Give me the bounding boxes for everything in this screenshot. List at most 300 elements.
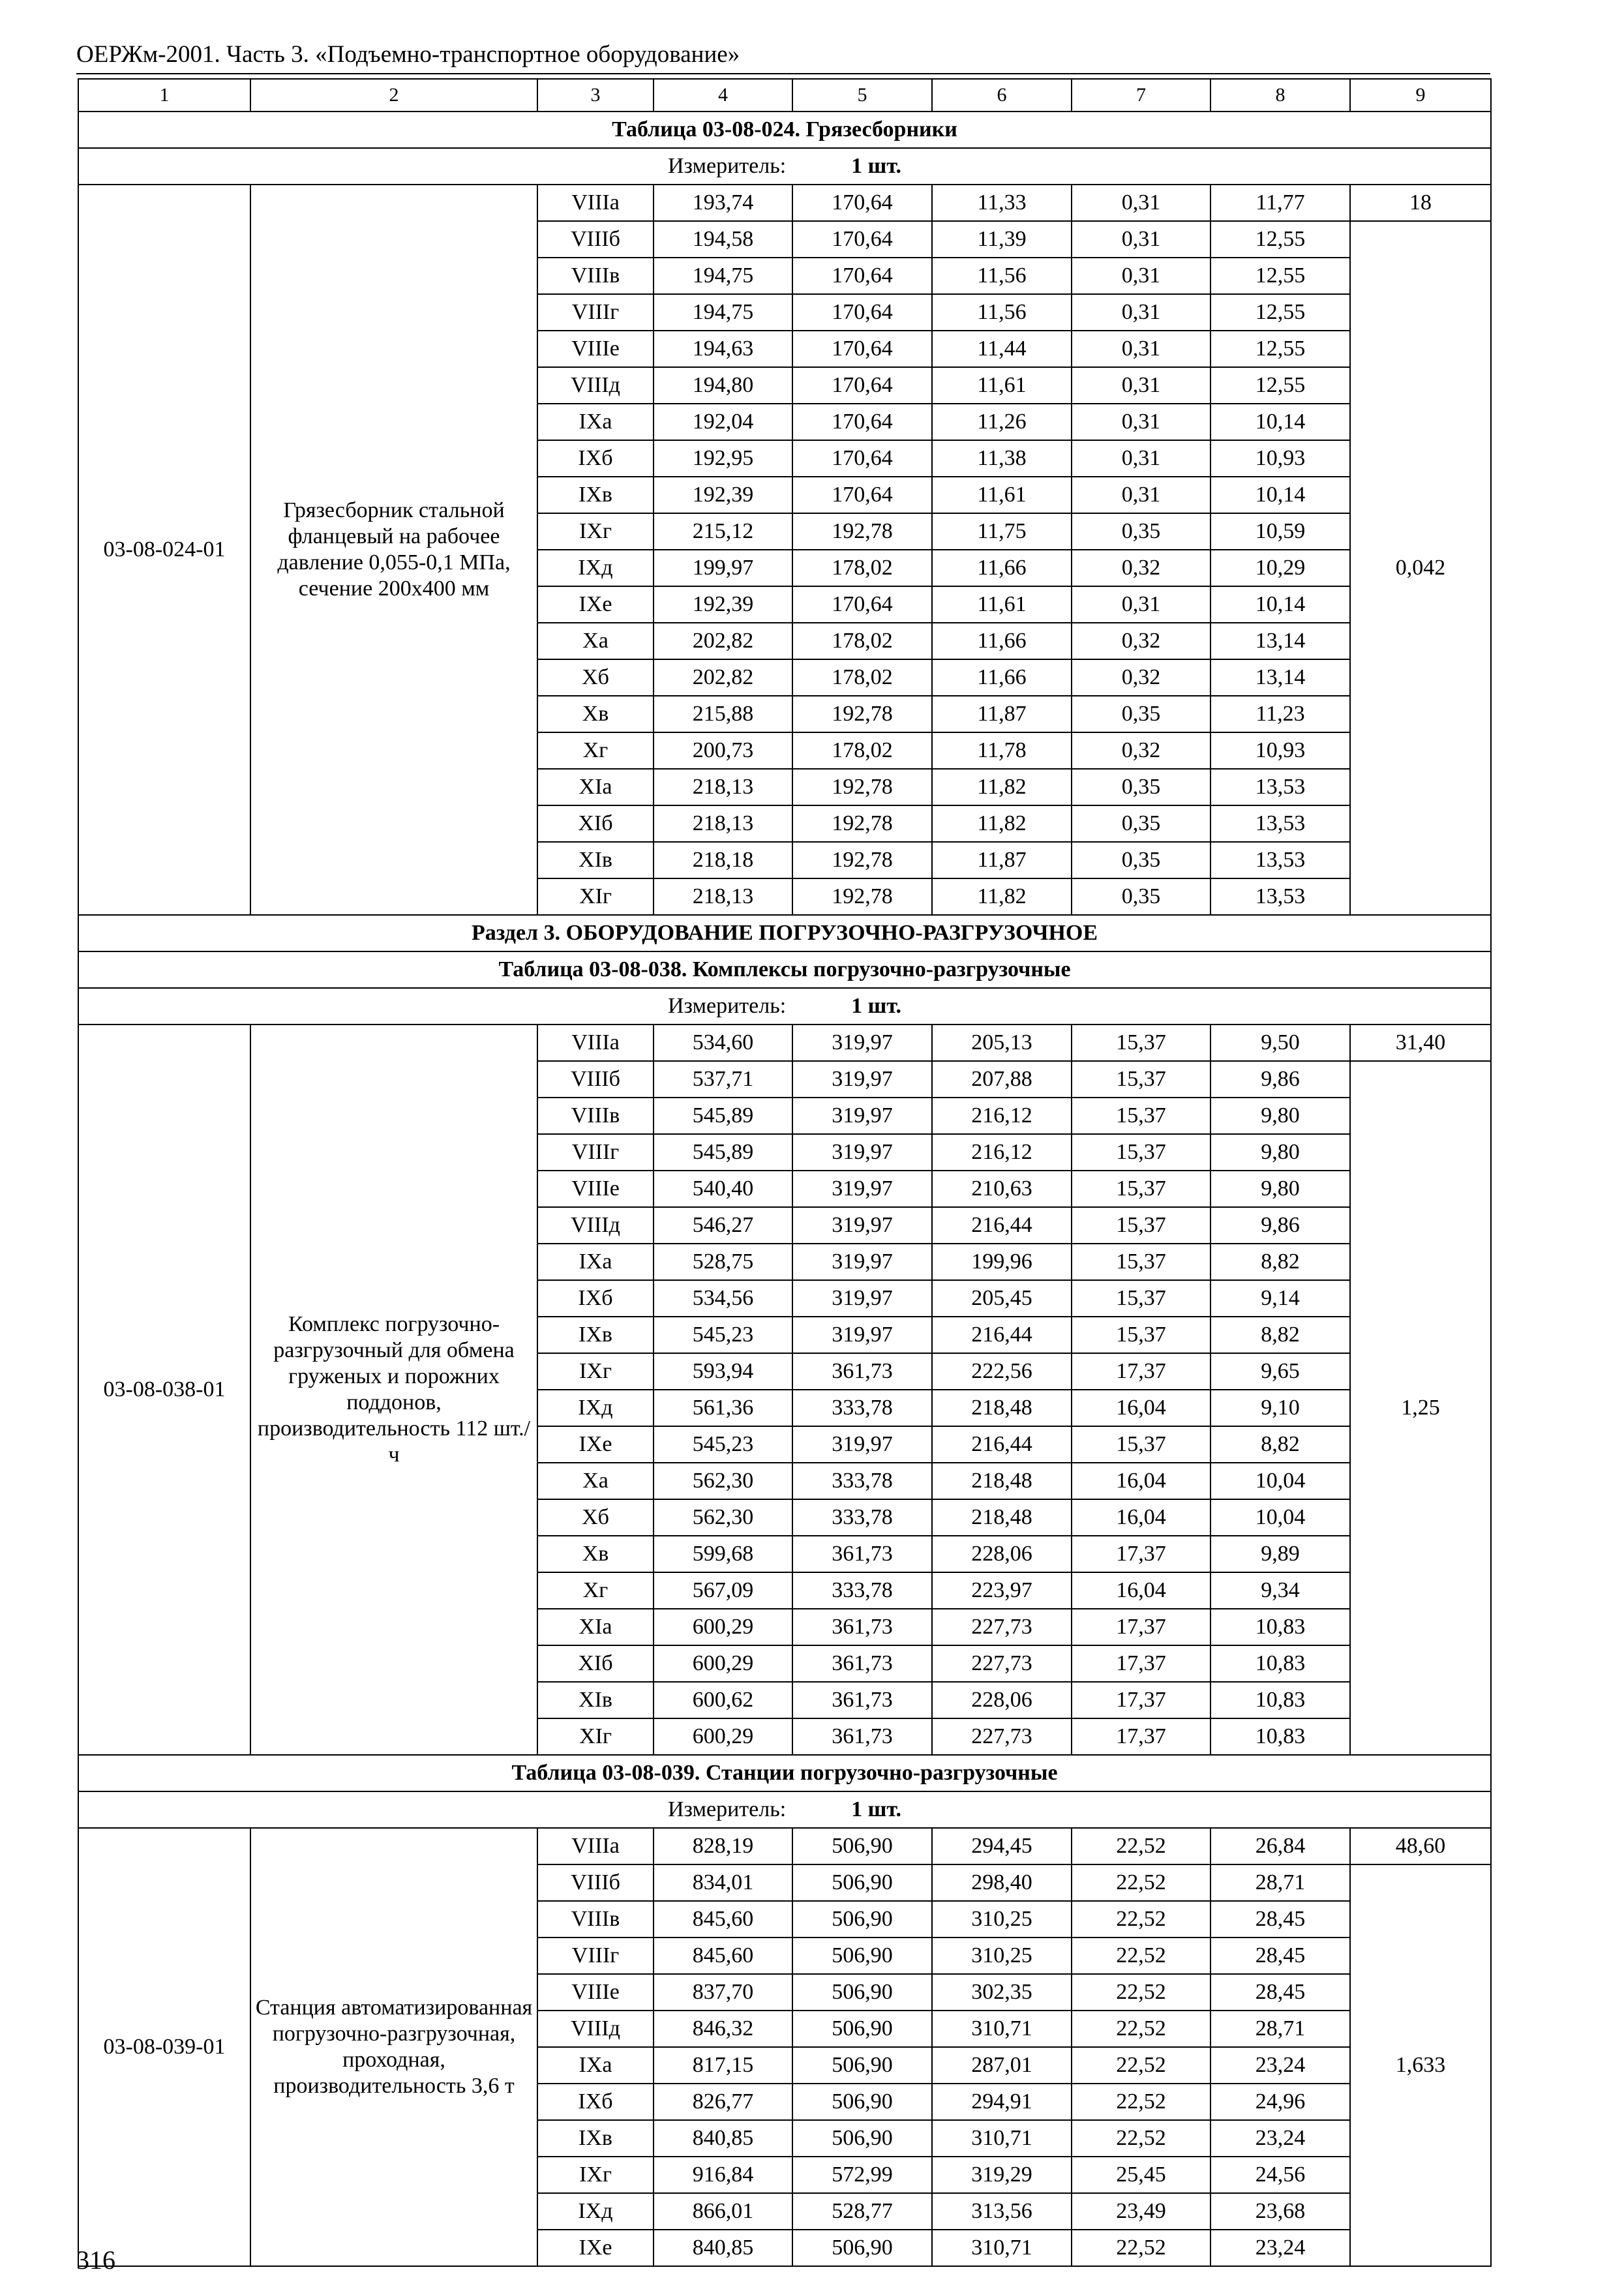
value-cell: 562,30 <box>654 1499 792 1536</box>
value-cell: 13,53 <box>1210 769 1350 805</box>
table-title: Таблица 03-08-038. Комплексы погрузочно-разгрузочные <box>78 951 1491 988</box>
value-cell: 22,52 <box>1072 1937 1210 1974</box>
value-cell: 23,68 <box>1210 2193 1350 2230</box>
value-cell: 16,04 <box>1072 1463 1210 1499</box>
value-cell: 23,24 <box>1210 2120 1350 2157</box>
value-cell: 192,78 <box>792 805 932 842</box>
value-cell: 11,82 <box>932 878 1072 915</box>
value-cell: 210,63 <box>932 1171 1072 1207</box>
table-row <box>78 1025 1491 1061</box>
value-cell: 192,04 <box>654 404 792 440</box>
zone-code: XIа <box>537 769 654 805</box>
column-number: 6 <box>932 79 1072 112</box>
value-cell: 0,35 <box>1072 805 1210 842</box>
zone-code: IXв <box>537 1317 654 1353</box>
value-cell: 0,31 <box>1072 440 1210 477</box>
value-cell: 333,78 <box>792 1463 932 1499</box>
value-cell: 9,80 <box>1210 1171 1350 1207</box>
value-cell: 216,44 <box>932 1317 1072 1353</box>
rate-code: 03-08-038-01 <box>78 1025 250 1755</box>
value-cell: 23,24 <box>1210 2230 1350 2266</box>
value-cell: 200,73 <box>654 732 792 769</box>
value-cell: 534,56 <box>654 1280 792 1317</box>
value-cell: 170,64 <box>792 586 932 623</box>
value-cell: 10,14 <box>1210 586 1350 623</box>
value-cell: 194,80 <box>654 367 792 404</box>
value-cell: 0,32 <box>1072 732 1210 769</box>
value-cell: 9,10 <box>1210 1390 1350 1426</box>
value-cell: 545,89 <box>654 1098 792 1134</box>
column-number: 4 <box>654 79 792 112</box>
value-cell: 11,33 <box>932 185 1072 221</box>
value-cell: 12,55 <box>1210 294 1350 331</box>
value-cell: 11,75 <box>932 513 1072 550</box>
value-cell: 333,78 <box>792 1572 932 1609</box>
value-cell: 0,31 <box>1072 294 1210 331</box>
table-title-row <box>78 1755 1491 1791</box>
value-cell: 313,56 <box>932 2193 1072 2230</box>
value-cell: 23,49 <box>1072 2193 1210 2230</box>
section-title: Раздел 3. ОБОРУДОВАНИЕ ПОГРУЗОЧНО-РАЗГРУЗОЧНОЕ <box>78 915 1491 951</box>
zone-code: XIг <box>537 878 654 915</box>
value-cell: 298,40 <box>932 1864 1072 1901</box>
value-cell: 545,89 <box>654 1134 792 1171</box>
value-cell: 10,83 <box>1210 1645 1350 1682</box>
zone-code: VIIIе <box>537 1171 654 1207</box>
value-cell: 11,61 <box>932 477 1072 513</box>
value-cell: 9,86 <box>1210 1207 1350 1244</box>
value-cell: 11,78 <box>932 732 1072 769</box>
zone-code: VIIIг <box>537 1937 654 1974</box>
zone-code: VIIIа <box>537 1025 654 1061</box>
column-number: 3 <box>537 79 654 112</box>
value-cell: 11,38 <box>932 440 1072 477</box>
value-cell: 599,68 <box>654 1536 792 1572</box>
col9-value: 1,25 <box>1350 1061 1491 1755</box>
section-title-row <box>78 915 1491 951</box>
value-cell: 218,13 <box>654 769 792 805</box>
value-cell: 216,12 <box>932 1098 1072 1134</box>
value-cell: 192,39 <box>654 586 792 623</box>
value-cell: 22,52 <box>1072 2084 1210 2120</box>
value-cell: 540,40 <box>654 1171 792 1207</box>
value-cell: 218,48 <box>932 1390 1072 1426</box>
value-cell: 11,56 <box>932 258 1072 294</box>
value-cell: 0,35 <box>1072 696 1210 732</box>
zone-code: IXа <box>537 2047 654 2084</box>
zone-code: Xв <box>537 696 654 732</box>
value-cell: 15,37 <box>1072 1317 1210 1353</box>
value-cell: 361,73 <box>792 1609 932 1645</box>
value-cell: 840,85 <box>654 2230 792 2266</box>
value-cell: 22,52 <box>1072 1828 1210 1864</box>
zone-code: VIIIа <box>537 1828 654 1864</box>
value-cell: 22,52 <box>1072 2120 1210 2157</box>
value-cell: 846,32 <box>654 2011 792 2047</box>
value-cell: 202,82 <box>654 623 792 659</box>
value-cell: 593,94 <box>654 1353 792 1390</box>
value-cell: 11,82 <box>932 805 1072 842</box>
zone-code: VIIIа <box>537 185 654 221</box>
value-cell: 8,82 <box>1210 1244 1350 1280</box>
value-cell: 223,97 <box>932 1572 1072 1609</box>
value-cell: 8,82 <box>1210 1426 1350 1463</box>
value-cell: 15,37 <box>1072 1244 1210 1280</box>
value-cell: 9,14 <box>1210 1280 1350 1317</box>
value-cell: 222,56 <box>932 1353 1072 1390</box>
page-number: 316 <box>76 2245 115 2275</box>
value-cell: 600,62 <box>654 1682 792 1718</box>
col9-value: 31,40 <box>1350 1025 1491 1061</box>
value-cell: 506,90 <box>792 1828 932 1864</box>
value-cell: 9,80 <box>1210 1134 1350 1171</box>
meter-label: Измеритель: <box>667 154 787 178</box>
zone-code: IXд <box>537 2193 654 2230</box>
value-cell: 227,73 <box>932 1609 1072 1645</box>
value-cell: 28,71 <box>1210 2011 1350 2047</box>
value-cell: 10,04 <box>1210 1463 1350 1499</box>
table-row <box>78 1828 1491 1864</box>
value-cell: 216,44 <box>932 1426 1072 1463</box>
value-cell: 170,64 <box>792 367 932 404</box>
value-cell: 13,14 <box>1210 659 1350 696</box>
value-cell: 826,77 <box>654 2084 792 2120</box>
value-cell: 193,74 <box>654 185 792 221</box>
zone-code: IXг <box>537 2157 654 2193</box>
value-cell: 561,36 <box>654 1390 792 1426</box>
zone-code: IXг <box>537 1353 654 1390</box>
column-number: 5 <box>792 79 932 112</box>
value-cell: 17,37 <box>1072 1645 1210 1682</box>
value-cell: 13,53 <box>1210 878 1350 915</box>
value-cell: 0,31 <box>1072 331 1210 367</box>
value-cell: 361,73 <box>792 1353 932 1390</box>
value-cell: 11,56 <box>932 294 1072 331</box>
zone-code: IXв <box>537 477 654 513</box>
col9-value: 0,042 <box>1350 221 1491 915</box>
value-cell: 192,39 <box>654 477 792 513</box>
column-number: 7 <box>1072 79 1210 112</box>
header-rule <box>76 73 1490 74</box>
value-cell: 0,35 <box>1072 842 1210 878</box>
zone-code: VIIIб <box>537 1061 654 1098</box>
zone-code: Xг <box>537 1572 654 1609</box>
value-cell: 11,26 <box>932 404 1072 440</box>
value-cell: 170,64 <box>792 331 932 367</box>
zone-code: IXд <box>537 550 654 586</box>
value-cell: 319,97 <box>792 1098 932 1134</box>
column-number: 8 <box>1210 79 1350 112</box>
value-cell: 0,32 <box>1072 550 1210 586</box>
value-cell: 194,63 <box>654 331 792 367</box>
value-cell: 12,55 <box>1210 367 1350 404</box>
value-cell: 194,58 <box>654 221 792 258</box>
value-cell: 310,71 <box>932 2011 1072 2047</box>
value-cell: 11,66 <box>932 659 1072 696</box>
value-cell: 10,04 <box>1210 1499 1350 1536</box>
value-cell: 310,25 <box>932 1901 1072 1937</box>
value-cell: 15,37 <box>1072 1426 1210 1463</box>
table-row <box>78 185 1491 221</box>
value-cell: 24,56 <box>1210 2157 1350 2193</box>
value-cell: 11,44 <box>932 331 1072 367</box>
value-cell: 12,55 <box>1210 221 1350 258</box>
zone-code: VIIIг <box>537 1134 654 1171</box>
col9-value: 18 <box>1350 185 1491 221</box>
value-cell: 11,66 <box>932 550 1072 586</box>
value-cell: 15,37 <box>1072 1098 1210 1134</box>
value-cell: 16,04 <box>1072 1499 1210 1536</box>
value-cell: 170,64 <box>792 221 932 258</box>
value-cell: 294,45 <box>932 1828 1072 1864</box>
value-cell: 916,84 <box>654 2157 792 2193</box>
value-cell: 17,37 <box>1072 1536 1210 1572</box>
value-cell: 17,37 <box>1072 1682 1210 1718</box>
value-cell: 10,83 <box>1210 1609 1350 1645</box>
value-cell: 192,78 <box>792 878 932 915</box>
value-cell: 12,55 <box>1210 331 1350 367</box>
running-header: ОЕРЖм-2001. Часть 3. «Подъемно-транспортное оборудование» <box>76 41 740 68</box>
value-cell: 15,37 <box>1072 1061 1210 1098</box>
zone-code: VIIIд <box>537 1207 654 1244</box>
value-cell: 0,32 <box>1072 659 1210 696</box>
zone-code: VIIIг <box>537 294 654 331</box>
zone-code: IXе <box>537 1426 654 1463</box>
value-cell: 205,45 <box>932 1280 1072 1317</box>
value-cell: 506,90 <box>792 2084 932 2120</box>
value-cell: 227,73 <box>932 1718 1072 1755</box>
value-cell: 319,97 <box>792 1171 932 1207</box>
meter-label: Измеритель: <box>667 1797 787 1821</box>
zone-code: Xа <box>537 623 654 659</box>
value-cell: 9,86 <box>1210 1061 1350 1098</box>
zone-code: VIIIв <box>537 1098 654 1134</box>
value-cell: 287,01 <box>932 2047 1072 2084</box>
value-cell: 216,44 <box>932 1207 1072 1244</box>
value-cell: 17,37 <box>1072 1718 1210 1755</box>
value-cell: 199,97 <box>654 550 792 586</box>
value-cell: 178,02 <box>792 623 932 659</box>
value-cell: 22,52 <box>1072 2011 1210 2047</box>
zone-code: XIб <box>537 805 654 842</box>
value-cell: 178,02 <box>792 659 932 696</box>
zone-code: XIг <box>537 1718 654 1755</box>
value-cell: 0,31 <box>1072 221 1210 258</box>
column-number: 9 <box>1350 79 1491 112</box>
column-number: 1 <box>78 79 250 112</box>
zone-code: Xб <box>537 1499 654 1536</box>
value-cell: 9,50 <box>1210 1025 1350 1061</box>
zone-code: VIIIе <box>537 1974 654 2011</box>
value-cell: 170,64 <box>792 404 932 440</box>
zone-code: VIIIд <box>537 2011 654 2047</box>
value-cell: 194,75 <box>654 294 792 331</box>
value-cell: 9,34 <box>1210 1572 1350 1609</box>
value-cell: 170,64 <box>792 440 932 477</box>
value-cell: 528,77 <box>792 2193 932 2230</box>
value-cell: 218,13 <box>654 878 792 915</box>
zone-code: VIIIд <box>537 367 654 404</box>
value-cell: 8,82 <box>1210 1317 1350 1353</box>
zone-code: VIIIб <box>537 221 654 258</box>
value-cell: 28,45 <box>1210 1974 1350 2011</box>
value-cell: 15,37 <box>1072 1134 1210 1171</box>
value-cell: 506,90 <box>792 1974 932 2011</box>
value-cell: 205,13 <box>932 1025 1072 1061</box>
value-cell: 22,52 <box>1072 2230 1210 2266</box>
column-number-row <box>78 79 1491 112</box>
value-cell: 361,73 <box>792 1645 932 1682</box>
value-cell: 11,77 <box>1210 185 1350 221</box>
value-cell: 11,82 <box>932 769 1072 805</box>
zone-code: IXб <box>537 440 654 477</box>
rate-description: Комплекс погрузочно-разгрузочный для обмена груженых и порожних поддонов, производительность 112 шт./ч <box>250 1025 537 1755</box>
value-cell: 10,93 <box>1210 440 1350 477</box>
meter-cell <box>78 1791 1491 1828</box>
value-cell: 22,52 <box>1072 1864 1210 1901</box>
value-cell: 600,29 <box>654 1609 792 1645</box>
zone-code: IXб <box>537 2084 654 2120</box>
value-cell: 572,99 <box>792 2157 932 2193</box>
value-cell: 845,60 <box>654 1901 792 1937</box>
value-cell: 828,19 <box>654 1828 792 1864</box>
value-cell: 11,61 <box>932 367 1072 404</box>
value-cell: 506,90 <box>792 1937 932 1974</box>
zone-code: IXе <box>537 586 654 623</box>
value-cell: 11,61 <box>932 586 1072 623</box>
meter-cell <box>78 988 1491 1025</box>
value-cell: 545,23 <box>654 1426 792 1463</box>
value-cell: 170,64 <box>792 294 932 331</box>
zone-code: IXв <box>537 2120 654 2157</box>
table-title-row <box>78 951 1491 988</box>
value-cell: 192,95 <box>654 440 792 477</box>
value-cell: 0,35 <box>1072 513 1210 550</box>
value-cell: 319,97 <box>792 1025 932 1061</box>
value-cell: 194,75 <box>654 258 792 294</box>
zone-code: XIв <box>537 842 654 878</box>
value-cell: 23,24 <box>1210 2047 1350 2084</box>
value-cell: 319,97 <box>792 1280 932 1317</box>
zone-code: IXд <box>537 1390 654 1426</box>
value-cell: 13,14 <box>1210 623 1350 659</box>
value-cell: 170,64 <box>792 185 932 221</box>
meter-value: 1 шт. <box>851 994 902 1018</box>
value-cell: 319,97 <box>792 1426 932 1463</box>
value-cell: 13,53 <box>1210 842 1350 878</box>
value-cell: 10,14 <box>1210 404 1350 440</box>
price-table <box>78 78 1492 2267</box>
rate-description: Грязесборник стальной фланцевый на рабочее давление 0,055-0,1 МПа, сечение 200х400 мм <box>250 185 537 915</box>
value-cell: 0,31 <box>1072 477 1210 513</box>
value-cell: 215,88 <box>654 696 792 732</box>
value-cell: 11,39 <box>932 221 1072 258</box>
value-cell: 361,73 <box>792 1682 932 1718</box>
value-cell: 837,70 <box>654 1974 792 2011</box>
zone-code: XIа <box>537 1609 654 1645</box>
value-cell: 11,23 <box>1210 696 1350 732</box>
zone-code: XIв <box>537 1682 654 1718</box>
value-cell: 0,35 <box>1072 878 1210 915</box>
value-cell: 9,65 <box>1210 1353 1350 1390</box>
value-cell: 10,14 <box>1210 477 1350 513</box>
value-cell: 11,87 <box>932 696 1072 732</box>
value-cell: 506,90 <box>792 2047 932 2084</box>
value-cell: 600,29 <box>654 1645 792 1682</box>
value-cell: 15,37 <box>1072 1025 1210 1061</box>
value-cell: 10,29 <box>1210 550 1350 586</box>
value-cell: 202,82 <box>654 659 792 696</box>
rate-code: 03-08-039-01 <box>78 1828 250 2266</box>
value-cell: 506,90 <box>792 2230 932 2266</box>
col9-value: 1,633 <box>1350 1864 1491 2266</box>
zone-code: IXг <box>537 513 654 550</box>
value-cell: 310,71 <box>932 2230 1072 2266</box>
value-cell: 534,60 <box>654 1025 792 1061</box>
zone-code: IXе <box>537 2230 654 2266</box>
value-cell: 24,96 <box>1210 2084 1350 2120</box>
zone-code: VIIIв <box>537 1901 654 1937</box>
value-cell: 567,09 <box>654 1572 792 1609</box>
value-cell: 0,32 <box>1072 623 1210 659</box>
value-cell: 310,71 <box>932 2120 1072 2157</box>
value-cell: 9,80 <box>1210 1098 1350 1134</box>
value-cell: 10,93 <box>1210 732 1350 769</box>
value-cell: 192,78 <box>792 842 932 878</box>
value-cell: 361,73 <box>792 1536 932 1572</box>
value-cell: 22,52 <box>1072 2047 1210 2084</box>
value-cell: 0,31 <box>1072 185 1210 221</box>
value-cell: 834,01 <box>654 1864 792 1901</box>
value-cell: 17,37 <box>1072 1353 1210 1390</box>
value-cell: 840,85 <box>654 2120 792 2157</box>
value-cell: 11,87 <box>932 842 1072 878</box>
value-cell: 218,13 <box>654 805 792 842</box>
value-cell: 319,97 <box>792 1317 932 1353</box>
value-cell: 192,78 <box>792 513 932 550</box>
value-cell: 562,30 <box>654 1463 792 1499</box>
table-title: Таблица 03-08-024. Грязесборники <box>78 112 1491 148</box>
value-cell: 302,35 <box>932 1974 1072 2011</box>
value-cell: 0,31 <box>1072 258 1210 294</box>
value-cell: 319,97 <box>792 1061 932 1098</box>
value-cell: 215,12 <box>654 513 792 550</box>
value-cell: 15,37 <box>1072 1207 1210 1244</box>
meter-value: 1 шт. <box>851 154 902 178</box>
zone-code: Xб <box>537 659 654 696</box>
value-cell: 361,73 <box>792 1718 932 1755</box>
value-cell: 28,71 <box>1210 1864 1350 1901</box>
value-cell: 817,15 <box>654 2047 792 2084</box>
value-cell: 227,73 <box>932 1645 1072 1682</box>
meter-row <box>78 148 1491 185</box>
value-cell: 16,04 <box>1072 1390 1210 1426</box>
value-cell: 0,31 <box>1072 586 1210 623</box>
meter-value: 1 шт. <box>851 1797 902 1821</box>
value-cell: 216,12 <box>932 1134 1072 1171</box>
value-cell: 600,29 <box>654 1718 792 1755</box>
zone-code: Xа <box>537 1463 654 1499</box>
value-cell: 537,71 <box>654 1061 792 1098</box>
meter-cell <box>78 148 1491 185</box>
value-cell: 12,55 <box>1210 258 1350 294</box>
value-cell: 866,01 <box>654 2193 792 2230</box>
value-cell: 28,45 <box>1210 1901 1350 1937</box>
value-cell: 26,84 <box>1210 1828 1350 1864</box>
value-cell: 218,18 <box>654 842 792 878</box>
value-cell: 506,90 <box>792 1901 932 1937</box>
value-cell: 15,37 <box>1072 1280 1210 1317</box>
